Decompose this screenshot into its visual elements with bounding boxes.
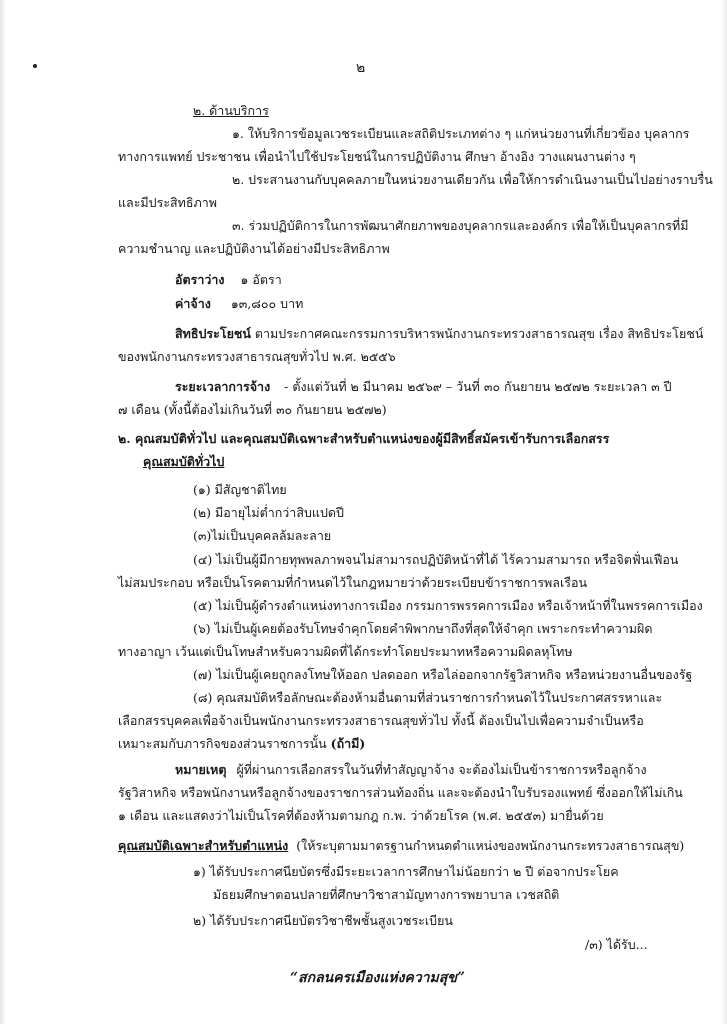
qualification-6-line-2: ทางอาญา เว้นแต่เป็นโทษสำหรับความผิดที่ได้กระทำโดยประมาทหรือความผิดลหุโทษ [118,644,573,659]
benefit-label: สิทธิประโยชน์ [175,326,251,341]
qualification-8-text-3: เหมาะสมกับภารกิจของส่วนราชการนั้น [118,736,327,751]
vacancy-line [175,272,282,288]
qualification-5: (๕) ไม่เป็นผู้ดำรงตำแหน่งทางการเมือง กรรมการพรรคการเมือง หรือเจ้าหน้าที่ในพรรคการเมือง [193,598,703,613]
specific-qualifications-note: (ให้ระบุตามมาตรฐานกำหนดตำแหน่งของพนักงานกระทรวงสาธารณสุข) [296,838,685,853]
note-text-3: ๑ เดือน และแสดงว่าไม่เป็นโรคที่ต้องห้ามตามกฎ ก.พ. ว่าด้วยโรค (พ.ศ. ๒๕๕๓) มายื่นด้วย [118,808,604,823]
qualification-8-line-1: (๘) คุณสมบัติหรือลักษณะต้องห้ามอื่นตามที่ส่วนราชการกำหนดไว้ในประกาศสรรหาและ [193,690,663,705]
qualification-1: (๑) มีสัญชาติไทย [193,482,287,497]
period-text-2: ๗ เดือน (ทั้งนี้ต้องไม่เกินวันที่ ๓๐ กันยายน ๒๕๗๒) [118,402,387,417]
qualification-6-line-1: (๖) ไม่เป็นผู้เคยต้องรับโทษจำคุกโดยคำพิพากษาถึงที่สุดให้จำคุก เพราะกระทำความผิด [193,621,653,636]
specific-qualification-2: ๒) ได้รับประกาศนียบัตรวิชาชีพชั้นสูงเวชระเบียน [193,913,453,928]
qualification-4-line-1: (๔) ไม่เป็นผู้มีกายทุพพลภาพจนไม่สามารถปฏิบัติหน้าที่ได้ ไร้ความสามารถ หรือจิตฟั่นเฟือน [193,552,679,567]
scan-edge-left [0,0,6,1024]
qualification-3: (๓)ไม่เป็นบุคคลล้มละลาย [193,528,332,543]
note-label: หมายเหตุ [175,762,227,777]
services-item-1-line-1: ๑. ให้บริการข้อมูลเวชระเบียนและสถิติประเภทต่าง ๆ แก่หน่วยงานที่เกี่ยวข้อง บุคลากร [232,126,690,141]
section-heading-services: ๒. ด้านบริการ [193,103,269,118]
scan-edge-right [721,0,727,1024]
note-text-2: รัฐวิสาหกิจ หรือพนักงานหรือลูกจ้างของราชการส่วนท้องถิ่น และจะต้องนำใบรับรองแพทย์ ซึ่งออกให้ไม่เกิน [118,785,683,800]
general-qualifications-heading: คุณสมบัติทั่วไป [143,454,225,469]
qualifications-heading: ๒. คุณสมบัติทั่วไป และคุณสมบัติเฉพาะสำหรับตำแหน่งของผู้มีสิทธิ์สมัครเข้ารับการเลือกสรร [118,431,610,446]
continuation-marker: /๓) ได้รับ... [585,937,648,952]
services-item-1-line-2: ทางการแพทย์ ประชาชน เพื่อนำไปใช้ประโยชน์ในการปฏิบัติงาน ศึกษา อ้างอิง วางแผนงานต่าง ๆ [118,149,636,164]
wage-line [175,296,303,312]
qualification-2: (๒) มีอายุไม่ต่ำกว่าสิบแปดปี [193,505,344,520]
wage-value: ๑๓,๘๐๐ บาท [230,296,304,311]
specific-qualifications-label: คุณสมบัติเฉพาะสำหรับตำแหน่ง [118,838,289,853]
vacancy-label: อัตราว่าง [175,272,225,287]
qualification-8-if-any: (ถ้ามี) [330,736,366,751]
specific-qualification-1-line-2: มัธยมศึกษาตอนปลายที่ศึกษาวิชาสามัญทางการพยาบาล เวชสถิติ [213,887,560,902]
scan-speck [33,64,37,68]
benefit-line-1 [175,326,703,342]
services-item-3-line-2: ความชำนาญ และปฏิบัติงานได้อย่างมีประสิทธิภาพ [118,241,390,256]
benefit-text-1: ตามประกาศคณะกรรมการบริหารพนักงานกระทรวงสาธารณสุข เรื่อง สิทธิประโยชน์ [254,326,704,341]
services-item-3-line-1: ๓. ร่วมปฏิบัติการในการพัฒนาศักยภาพของบุคลากรและองค์กร เพื่อให้เป็นบุคลากรที่มี [232,218,689,233]
qualification-4-line-2: ไม่สมประกอบ หรือเป็นโรคตามที่กำหนดไว้ในกฎหมายว่าด้วยระเบียบข้าราชการพลเรือน [118,575,588,590]
services-item-2-line-1: ๒. ประสานงานกับบุคคลภายในหน่วยงานเดียวกัน เพื่อให้การดำเนินงานเป็นไปอย่างราบรื่น [232,172,713,187]
wage-label: ค่าจ้าง [175,296,211,311]
qualification-8-line-3 [118,736,365,752]
note-line-1 [175,762,647,778]
specific-qualifications-line [118,838,684,854]
footer-motto: “สกลนครเมืองแห่งความสุข” [290,970,465,986]
benefit-text-2: ของพนักงานกระทรวงสาธารณสุขทั่วไป พ.ศ. ๒๕๕๖ [118,349,396,364]
services-item-2-line-2: และมีประสิทธิภาพ [118,195,218,210]
specific-qualification-1-line-1: ๑) ได้รับประกาศนียบัตรซึ่งมีระยะเวลาการศึกษาไม่น้อยกว่า ๒ ปี ต่อจากประโยค [193,864,619,879]
vacancy-value: ๑ อัตรา [240,272,282,287]
page-number: ๒ [356,60,366,76]
qualification-7: (๗) ไม่เป็นผู้เคยถูกลงโทษให้ออก ปลดออก หรือไล่ออกจากรัฐวิสาหกิจ หรือหน่วยงานอื่นของรัฐ [193,667,693,682]
note-text-1: ผู้ที่ผ่านการเลือกสรรในวันที่ทำสัญญาจ้าง จะต้องไม่เป็นข้าราชการหรือลูกจ้าง [236,762,647,777]
period-text-1: - ตั้งแต่วันที่ ๒ มีนาคม ๒๕๖๙ – วันที่ ๓๐ กันยายน ๒๕๗๒ ระยะเวลา ๓ ปี [284,379,672,394]
period-line-1 [175,379,672,395]
qualification-8-line-2: เลือกสรรบุคคลเพื่อจ้างเป็นพนักงานกระทรวงสาธารณสุขทั่วไป ทั้งนี้ ต้องเป็นไปเพื่อความจำเป็นหรือ [118,713,644,728]
period-label: ระยะเวลาการจ้าง [175,379,271,394]
